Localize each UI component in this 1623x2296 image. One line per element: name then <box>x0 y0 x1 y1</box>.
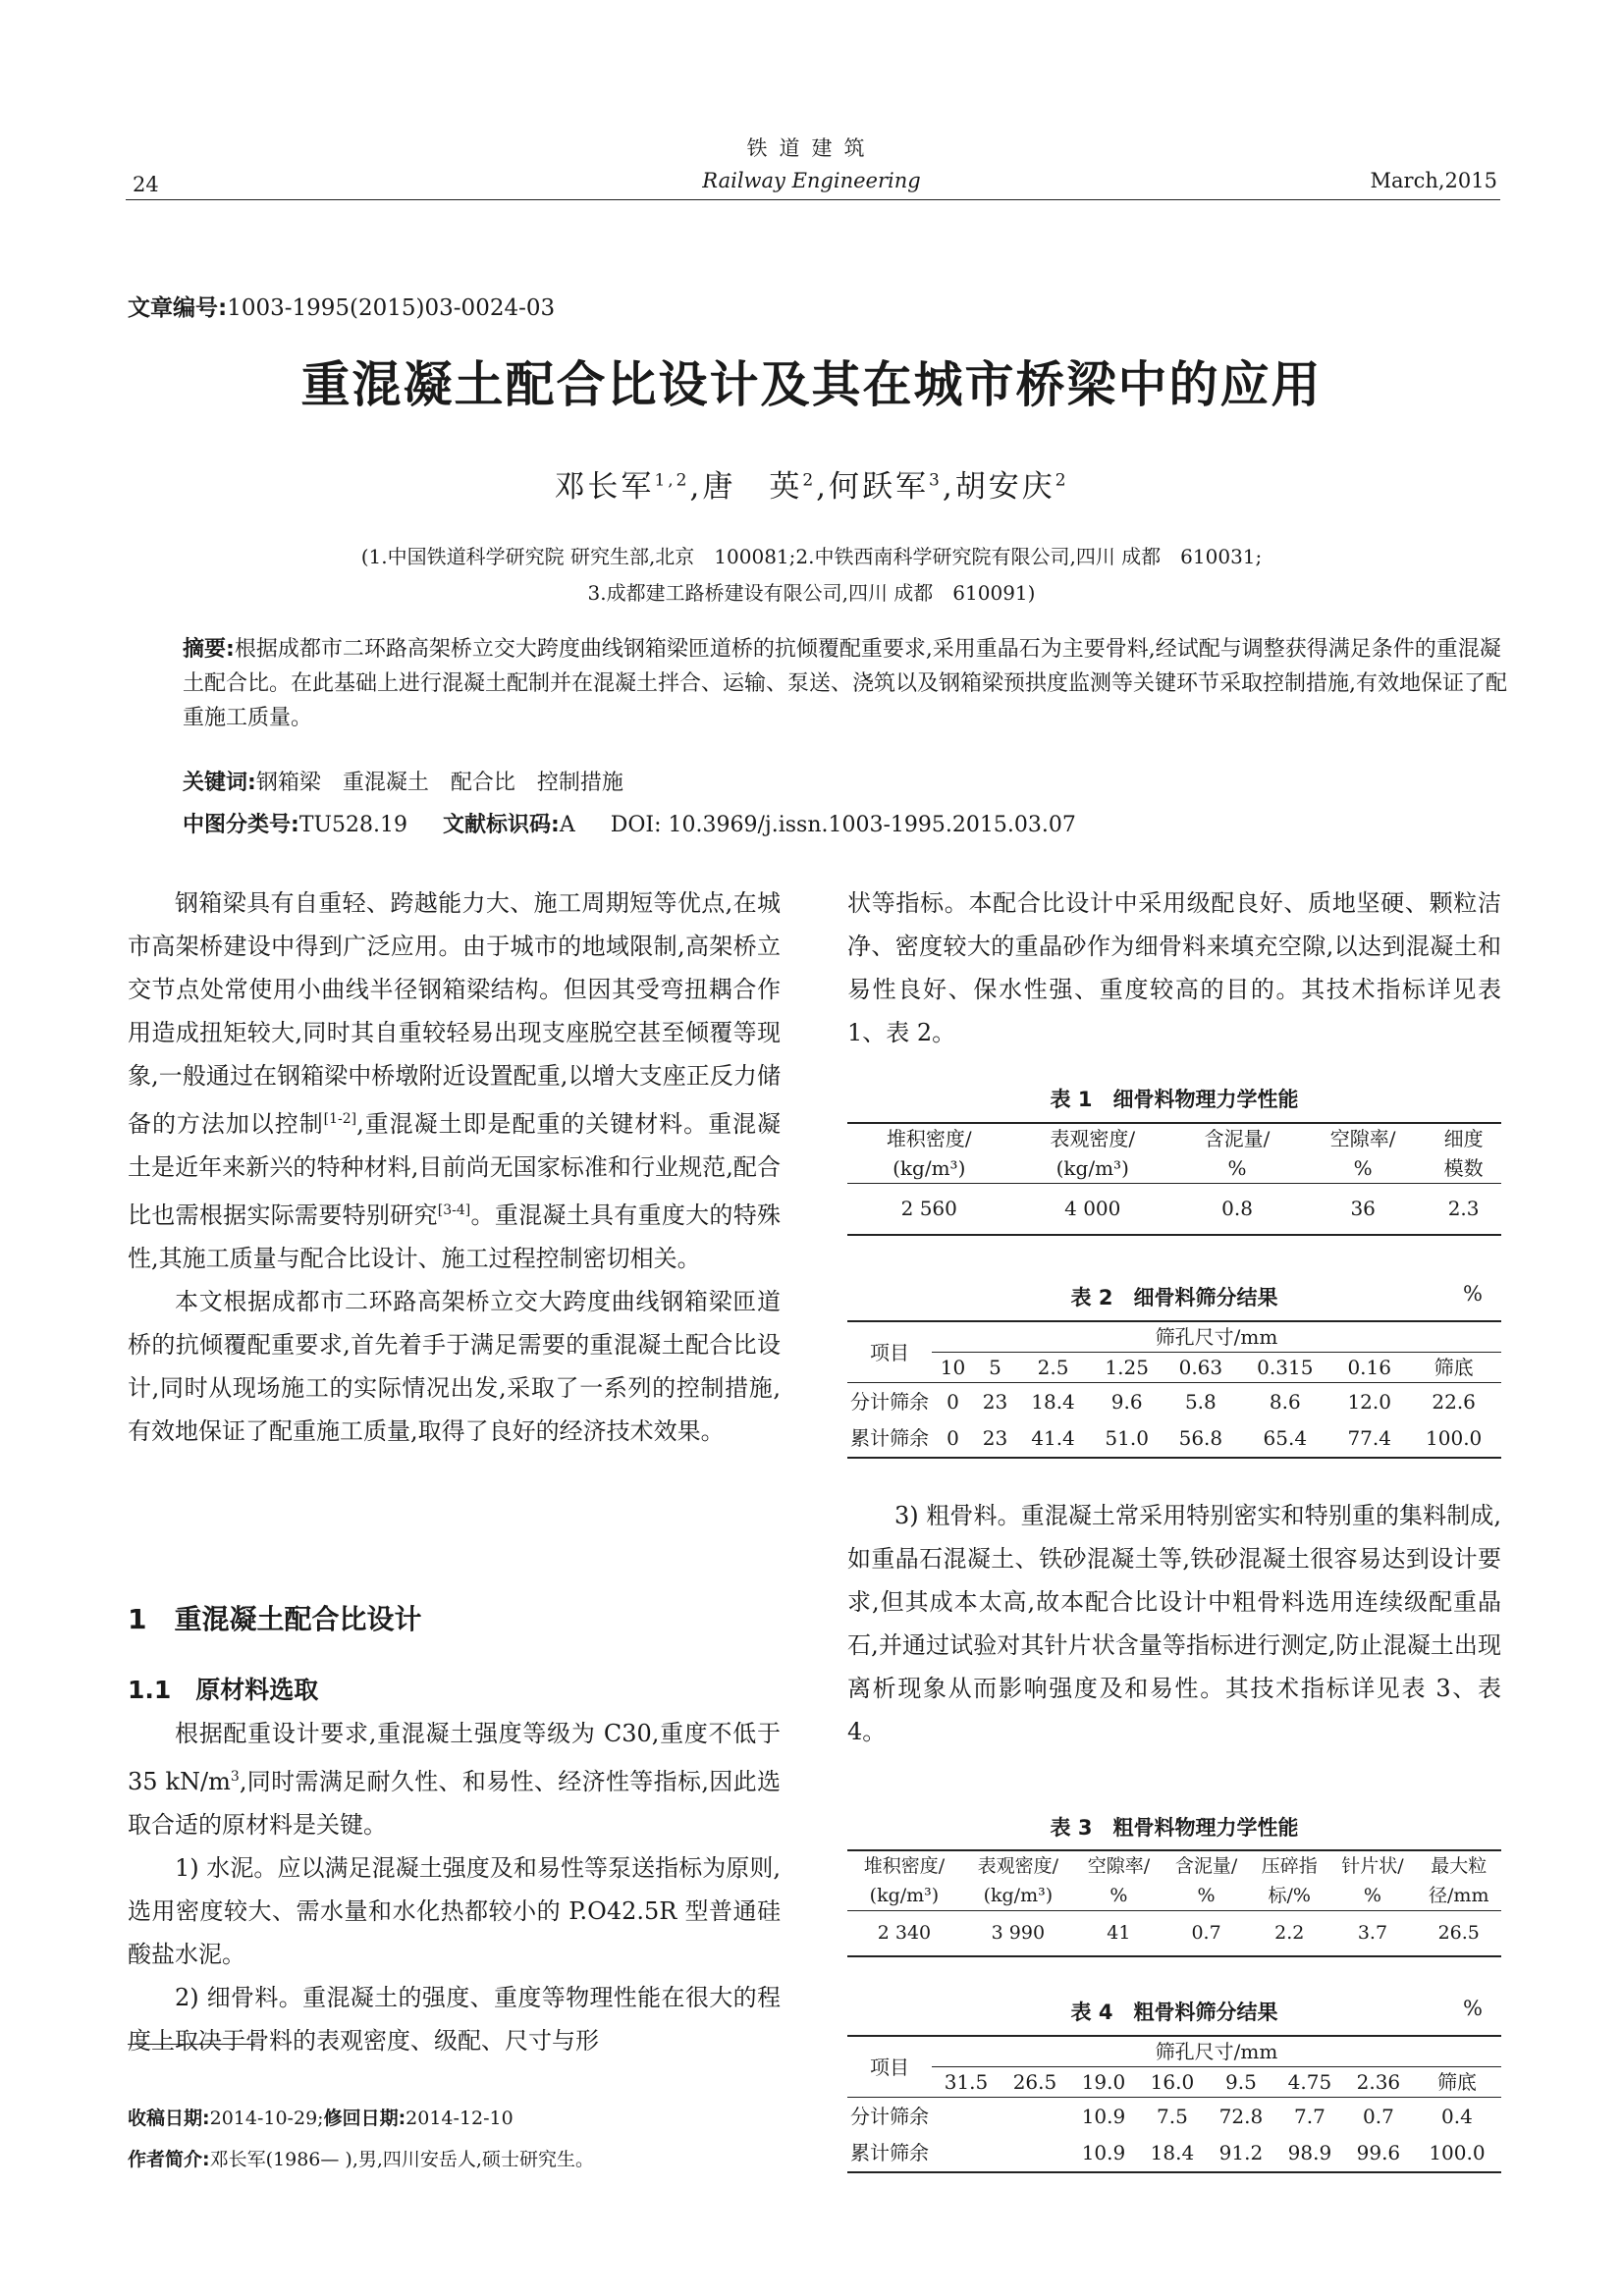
table-row-label: 分计筛余 <box>847 2098 932 2135</box>
table-cell: 98.9 <box>1275 2135 1344 2172</box>
table-header-cell: 针片状/ % <box>1328 1850 1416 1911</box>
unit-superscript: 3 <box>230 1769 240 1785</box>
issue-date: March,2015 <box>1370 169 1497 192</box>
table-header-cell: 19.0 <box>1069 2067 1138 2098</box>
table-cell: 18.4 <box>1138 2135 1207 2172</box>
table-row <box>847 1184 1501 1235</box>
table-cell: 51.0 <box>1090 1420 1163 1458</box>
table-header-row <box>847 2067 1501 2098</box>
author-separator: , <box>942 469 955 505</box>
journal-name-cn: 铁道建筑 <box>746 136 877 160</box>
table-cell: 7.5 <box>1138 2098 1207 2135</box>
table-cell: 5.8 <box>1163 1383 1237 1420</box>
table-header-cell: 项目 <box>847 2036 932 2098</box>
paper-title: 重混凝土配合比设计及其在城市桥梁中的应用 <box>300 356 1323 413</box>
table-header-cell: 1.25 <box>1090 1353 1163 1383</box>
table4-unit: % <box>1463 1997 1483 2020</box>
table-cell: 2 560 <box>847 1184 1011 1235</box>
table-cell: 41.4 <box>1016 1420 1090 1458</box>
table4 <box>847 2035 1501 2173</box>
table-cell: 23 <box>974 1383 1016 1420</box>
coarse-aggregate-paragraph: 3) 粗骨料。重混凝土常采用特别密实和特别重的集料制成,如重晶石混凝土、铁砂混凝土等,铁砂混凝土很容易达到设计要求,但其成本太高,故本配合比设计中粗骨料选用连续级配重晶石,并通过试验对其针片状含量等指标进行测定,防止混凝土出现离析现象从而影响强度及和易性。其技术指标详见表 3、表 4。 <box>847 1502 1501 1745</box>
clc-label: 中图分类号: <box>183 813 299 837</box>
table-header-cell: 含泥量/ % <box>1163 1850 1250 1911</box>
author-list <box>0 461 1623 506</box>
table-cell: 0.7 <box>1163 1911 1250 1956</box>
citation: [1-2] <box>323 1111 357 1127</box>
table-cell: 36 <box>1300 1184 1426 1235</box>
table-header-row <box>847 2036 1501 2067</box>
table-cell: 0.7 <box>1344 2098 1413 2135</box>
author-bio: 邓长军(1986— ),男,四川安岳人,硕士研究生。 <box>209 2149 594 2170</box>
table-cell: 18.4 <box>1016 1383 1090 1420</box>
table-header-cell: 细度 模数 <box>1426 1123 1501 1184</box>
page-number: 24 <box>133 173 159 196</box>
footnote-author <box>128 2145 594 2171</box>
table-header-cell: 5 <box>974 1353 1016 1383</box>
table-header-cell: 堆积密度/ (kg/m³) <box>847 1850 961 1911</box>
table-cell: 100.0 <box>1413 2135 1501 2172</box>
clc-value: TU528.19 <box>298 813 408 837</box>
table-row <box>847 2098 1501 2135</box>
table2 <box>847 1320 1501 1459</box>
author-affil-mark: 1,2 <box>654 470 690 491</box>
intro-text-c: 。重混凝土具有重度大的特殊性,其施工质量与配合比设计、施工过程控制密切相关。 <box>128 1201 781 1272</box>
section-heading-1: 1 重混凝土配合比设计 <box>128 1603 422 1635</box>
fine-aggregate-continued: 状等指标。本配合比设计中采用级配良好、质地坚硬、颗粒洁净、密度较大的重晶砂作为细骨料来填充空隙,以达到混凝土和易性良好、保水性强、重度较高的目的。其技术指标详见表 1、表 2。 <box>847 889 1501 1046</box>
intro-text-a: 钢箱梁具有自重轻、跨越能力大、施工周期短等优点,在城市高架桥建设中得到广泛应用。由于城市的地域限制,高架桥立交节点处常使用小曲线半径钢箱梁结构。但因其受弯扭耦合作用造成扭矩较大,同时其自重较轻易出现支座脱空甚至倾覆等现象,一般通过在钢箱梁中桥墩附近设置配重,以增大支座正反力储备的方法加以控制 <box>128 889 781 1138</box>
cement-paragraph: 1) 水泥。应以满足混凝土强度及和易性等泵送指标为原则,选用密度较大、需水量和水化热都较小的 P.O42.5R 型普通硅酸盐水泥。 <box>128 1854 781 1968</box>
table-header-cell: 表观密度/ (kg/m³) <box>961 1850 1075 1911</box>
table-header-cell: 表观密度/ (kg/m³) <box>1011 1123 1175 1184</box>
doc-code-value: A <box>559 813 575 837</box>
table-row-label: 累计筛余 <box>847 1420 932 1458</box>
table-cell: 91.2 <box>1207 2135 1275 2172</box>
table-cell: 65.4 <box>1237 1420 1332 1458</box>
received-date: 2014-10-29; <box>209 2108 324 2129</box>
table-cell: 99.6 <box>1344 2135 1413 2172</box>
table-cell: 100.0 <box>1406 1420 1501 1458</box>
table-cell <box>1001 2135 1069 2172</box>
table-cell: 8.6 <box>1237 1383 1332 1420</box>
classification <box>183 808 1508 842</box>
doi-value: 10.3969/j.issn.1003-1995.2015.03.07 <box>668 813 1076 837</box>
affiliation-line-2: 3.成都建工路桥建设有限公司,四川 成都 610091) <box>587 581 1036 605</box>
table1 <box>847 1122 1501 1236</box>
article-number-value: 1003-1995(2015)03-0024-03 <box>227 295 556 321</box>
keywords <box>183 766 1508 800</box>
table-header-cell: 0.16 <box>1332 1353 1406 1383</box>
table-cell: 77.4 <box>1332 1420 1406 1458</box>
right-column-middle <box>847 1494 1501 1753</box>
affiliation-line-1: (1.中国铁道科学研究院 研究生部,北京 100081;2.中铁西南科学研究院有限公司,四川 成都 610031; <box>360 545 1263 568</box>
keywords-text: 钢箱梁 重混凝土 配合比 控制措施 <box>255 771 623 795</box>
table-group-header: 筛孔尺寸/mm <box>932 2036 1501 2067</box>
author-name: 何跃军 <box>829 469 930 505</box>
table3-caption: 表 3 粗骨料物理力学性能 <box>1050 1816 1299 1840</box>
author-affil-mark: 2 <box>802 470 817 491</box>
table-header-cell: 0.63 <box>1163 1353 1237 1383</box>
table-header-cell: 最大粒 径/mm <box>1417 1850 1501 1911</box>
materials-paragraph <box>128 1712 781 1846</box>
table-row-label: 累计筛余 <box>847 2135 932 2172</box>
table-row <box>847 1420 1501 1458</box>
table-cell: 0.4 <box>1413 2098 1501 2135</box>
received-label: 收稿日期: <box>128 2108 210 2129</box>
table2-caption: 表 2 细骨料筛分结果 <box>1070 1286 1278 1309</box>
table-cell <box>932 2098 1001 2135</box>
table-cell: 41 <box>1075 1911 1163 1956</box>
table-cell: 10.9 <box>1069 2135 1138 2172</box>
table-cell: 4 000 <box>1011 1184 1175 1235</box>
table-cell: 0 <box>932 1383 974 1420</box>
intro-text-b: ,重混凝土即是配重的关键材料。重混凝土是近年来新兴的特种材料,目前尚无国家标准和行业规范,配合比也需根据实际需要特别研究 <box>128 1110 781 1229</box>
table-cell: 26.5 <box>1417 1911 1501 1956</box>
header-rule <box>126 199 1500 200</box>
abstract <box>183 632 1508 735</box>
table-header-cell: 项目 <box>847 1321 932 1383</box>
table-cell: 22.6 <box>1406 1383 1501 1420</box>
abstract-text: 根据成都市二环路高架桥立交大跨度曲线钢箱梁匝道桥的抗倾覆配重要求,采用重晶石为主要骨料,经试配与调整获得满足条件的重混凝土配合比。在此基础上进行混凝土配制并在混凝土拌合、运输、泵送、浇筑以及钢箱梁预拱度监测等关键环节采取控制措施,有效地保证了配重施工质量。 <box>183 637 1507 730</box>
doi-label: DOI: <box>610 813 662 837</box>
left-column-lower <box>128 1712 781 2062</box>
table-header-cell: 堆积密度/ (kg/m³) <box>847 1123 1011 1184</box>
author-separator: , <box>816 469 830 505</box>
table-cell: 72.8 <box>1207 2098 1275 2135</box>
table-cell: 10.9 <box>1069 2098 1138 2135</box>
table-header-cell: 2.36 <box>1344 2067 1413 2098</box>
doc-code-label: 文献标识码: <box>443 813 560 837</box>
author-bio-label: 作者简介: <box>128 2149 210 2170</box>
table-header-cell: 筛底 <box>1413 2067 1501 2098</box>
table-header-cell: 16.0 <box>1138 2067 1207 2098</box>
table2-unit: % <box>1463 1282 1483 1306</box>
table-cell: 0.8 <box>1174 1184 1300 1235</box>
table-cell: 12.0 <box>1332 1383 1406 1420</box>
table-header-cell: 0.315 <box>1237 1353 1332 1383</box>
table-cell: 23 <box>974 1420 1016 1458</box>
table-header-cell: 10 <box>932 1353 974 1383</box>
materials-text-a: 根据配重设计要求,重混凝土强度等级为 C30,重度不低于 35 kN/m <box>128 1720 781 1795</box>
right-column-top <box>847 881 1501 1054</box>
left-column <box>128 881 781 1453</box>
table-header-row <box>847 1321 1501 1353</box>
table-header-cell: 空隙率/ % <box>1300 1123 1426 1184</box>
article-number <box>128 290 555 322</box>
table-row-label: 分计筛余 <box>847 1383 932 1420</box>
journal-name-en: Railway Engineering <box>702 169 921 192</box>
revised-label: 修回日期: <box>323 2108 406 2129</box>
intro-paragraph-2: 本文根据成都市二环路高架桥立交大跨度曲线钢箱梁匝道桥的抗倾覆配重要求,首先着手于满足需要的重混凝土配合比设计,同时从现场施工的实际情况出发,采取了一系列的控制措施,有效地保证了配重施工质量,取得了良好的经济技术效果。 <box>128 1288 781 1445</box>
table-header-cell: 含泥量/ % <box>1174 1123 1300 1184</box>
table-cell: 2.3 <box>1426 1184 1501 1235</box>
author-separator: , <box>689 469 703 505</box>
author-affil-mark: 3 <box>929 470 943 491</box>
section-heading-1-1: 1.1 原材料选取 <box>128 1676 319 1704</box>
table-header-row <box>847 1850 1501 1911</box>
table-cell <box>932 2135 1001 2172</box>
article-number-label: 文章编号: <box>128 295 228 321</box>
table-header-cell: 31.5 <box>932 2067 1001 2098</box>
table-header-cell: 4.75 <box>1275 2067 1344 2098</box>
table-row <box>847 2135 1501 2172</box>
footnote-dates <box>128 2104 514 2130</box>
table-cell: 0 <box>932 1420 974 1458</box>
table-cell: 9.6 <box>1090 1383 1163 1420</box>
table3 <box>847 1849 1501 1957</box>
table-cell <box>1001 2098 1069 2135</box>
author-name: 唐 英 <box>702 469 803 505</box>
table-cell: 2.2 <box>1250 1911 1328 1956</box>
table-header-row <box>847 1353 1501 1383</box>
revised-date: 2014-12-10 <box>406 2108 514 2129</box>
table-header-cell: 压碎指 标/% <box>1250 1850 1328 1911</box>
table-header-cell: 9.5 <box>1207 2067 1275 2098</box>
abstract-label: 摘要: <box>183 637 235 662</box>
table-header-cell: 26.5 <box>1001 2067 1069 2098</box>
table-cell: 2 340 <box>847 1911 961 1956</box>
table1-caption: 表 1 细骨料物理力学性能 <box>1050 1088 1299 1111</box>
author-affil-mark: 2 <box>1055 470 1069 491</box>
table4-caption: 表 4 粗骨料筛分结果 <box>1070 2001 1278 2024</box>
author-name: 胡安庆 <box>954 469 1055 505</box>
table-cell: 3 990 <box>961 1911 1075 1956</box>
table-row <box>847 1383 1501 1420</box>
fine-aggregate-paragraph: 2) 细骨料。重混凝土的强度、重度等物理性能在很大的程度上取决于骨料的表观密度、级配、尺寸与形 <box>128 1984 781 2055</box>
keywords-label: 关键词: <box>183 771 256 795</box>
table-cell: 7.7 <box>1275 2098 1344 2135</box>
table-header-cell: 空隙率/ % <box>1075 1850 1163 1911</box>
table-header-cell: 筛底 <box>1406 1353 1501 1383</box>
table-group-header: 筛孔尺寸/mm <box>932 1321 1501 1353</box>
citation: [3-4] <box>437 1202 471 1218</box>
footnote-rule <box>128 2044 255 2045</box>
table-cell: 56.8 <box>1163 1420 1237 1458</box>
table-header-cell: 2.5 <box>1016 1353 1090 1383</box>
table-cell: 3.7 <box>1328 1911 1416 1956</box>
intro-paragraph-1 <box>128 881 781 1280</box>
author-name: 邓长军 <box>554 469 655 505</box>
materials-text-b: ,同时需满足耐久性、和易性、经济性等指标,因此选取合适的原材料是关键。 <box>128 1768 781 1839</box>
table-row <box>847 1911 1501 1956</box>
table-header-row <box>847 1123 1501 1184</box>
